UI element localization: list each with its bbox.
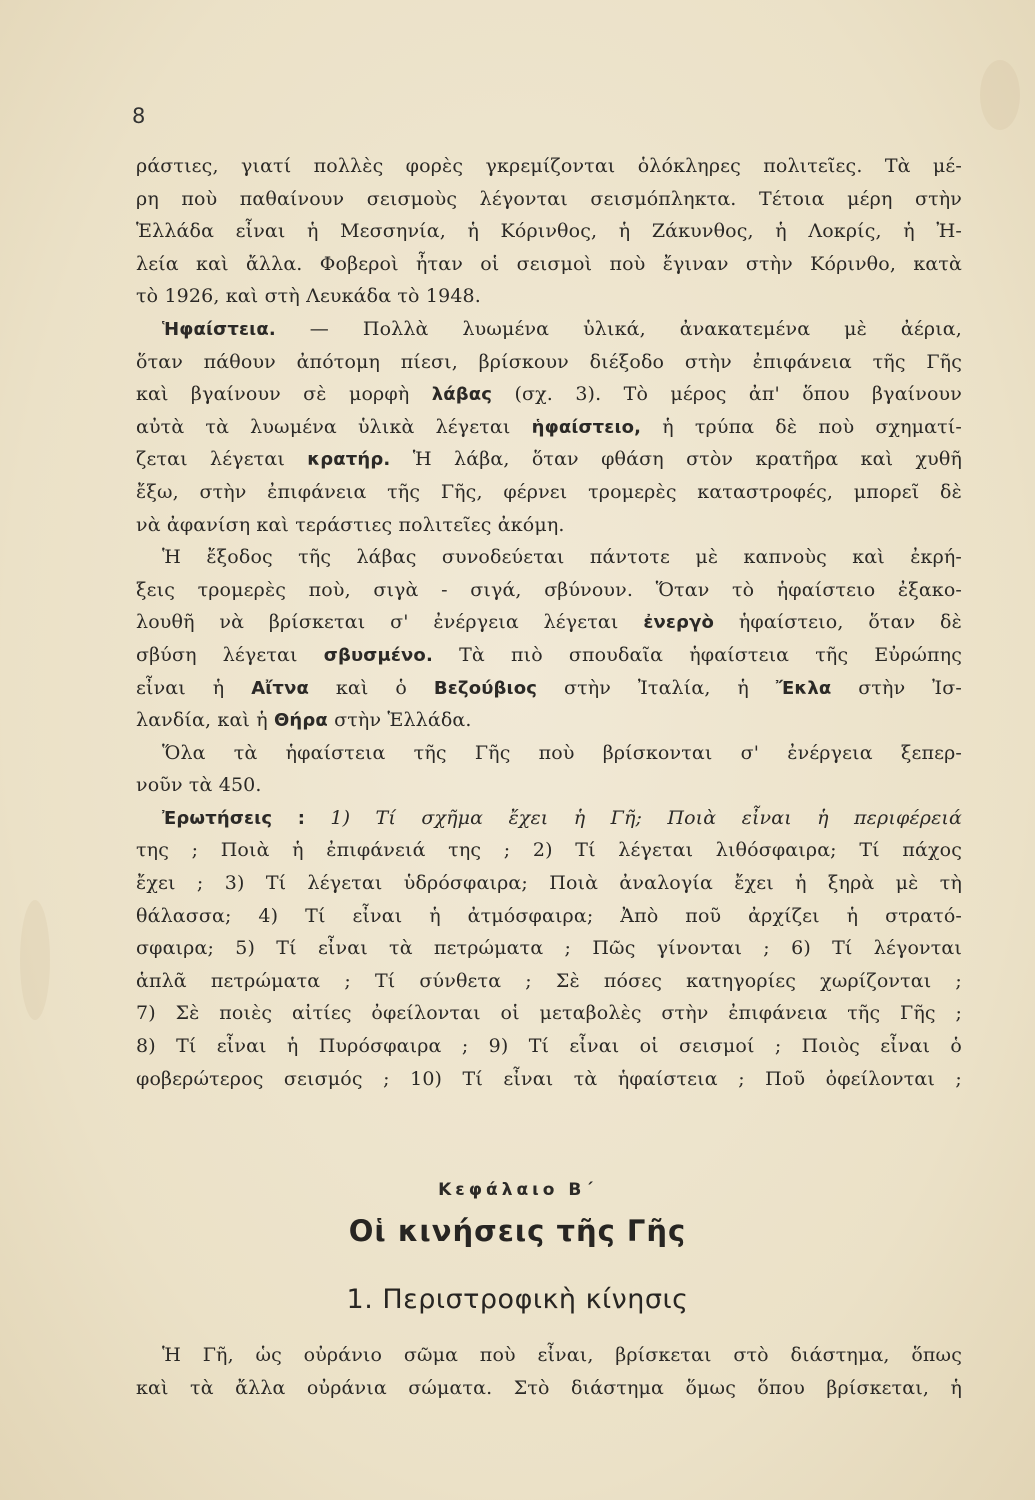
text-line: Ἡ Γῆ, ὡς οὐράνιο σῶμα ποὺ εἶναι, βρίσκεται στὸ διάστημα, ὅπως <box>162 1344 962 1366</box>
question-line: 8) Τί εἶναι ἡ Πυρόσφαιρα ; 9) Τί εἶναι οἱ σεισμοί ; Ποιὸς εἶναι ὁ <box>136 1035 962 1058</box>
text-line: ὅταν πάθουν ἀπότομη πίεσι, βρίσκουν διέξοδο στὴν ἐπιφάνεια τῆς Γῆς <box>136 350 962 373</box>
text-line: λεία καὶ ἄλλα. Φοβεροὶ ἦταν οἱ σεισμοὶ ποὺ ἔγιναν στὴν Κόρινθο, κατὰ <box>136 252 962 275</box>
extinct-volcano-line <box>136 639 962 672</box>
vesuvius-term: Βεζούβιος <box>433 677 538 699</box>
text-fragment: λανδία, καὶ ἡ <box>136 709 268 732</box>
text-line: ρη ποὺ παθαίνουν σεισμοὺς λέγονται σεισμόπληκτα. Τέτοια μέρη στὴν <box>136 187 962 210</box>
extinct-term: σβυσμένο. <box>323 644 433 666</box>
text-fragment: ἡ τρύπα δὲ ποὺ σχηματί- <box>662 415 962 438</box>
thera-term: Θήρα <box>273 710 328 732</box>
hekla-term: Ἔκλα <box>775 677 832 699</box>
section-text <box>136 1339 962 1404</box>
text-fragment: Ἡ λάβα, ὅταν φθάση στὸν κρατῆρα καὶ χυθῆ <box>412 448 962 471</box>
volcano-heading: Ἡφαίστεια. <box>162 318 276 340</box>
questions-heading: Ἐρωτήσεις : <box>162 807 306 829</box>
lava-term: λάβας <box>431 384 493 406</box>
chapter-title: Οἱ κινήσεις τῆς Γῆς <box>348 1214 687 1248</box>
active-volcano-line <box>136 606 962 639</box>
thera-line <box>136 704 962 737</box>
text-line: νὰ ἀφανίση καὶ τεράστιες πολιτεῖες ἀκόμη. <box>136 513 565 536</box>
body-text <box>136 150 962 1095</box>
paper-stain <box>980 60 1020 130</box>
lava-line <box>136 378 962 411</box>
text-line: καὶ τὰ ἄλλα οὐράνια σώματα. Στὸ διάστημα ὅμως ὅπου βρίσκεται, ἡ <box>136 1376 962 1399</box>
chapter-label: Κεφάλαιο Β΄ <box>438 1180 597 1200</box>
paper-stain <box>20 900 50 1020</box>
text-line: Ἑλλάδα εἶναι ἡ Μεσσηνία, ἡ Κόρινθος, ἡ Ζάκυνθος, ἡ Λοκρίς, ἡ Ἠ- <box>136 220 962 243</box>
page-number: 8 <box>132 104 146 128</box>
text-fragment: (σχ. 3). Τὸ μέρος ἀπ' ὅπου βγαίνουν <box>514 383 962 406</box>
question-line: 7) Σὲ ποιὲς αἰτίες ὀφείλονται οἱ μεταβολὲς στὴν ἐπιφάνεια τῆς Γῆς ; <box>136 1002 962 1025</box>
text-fragment: ἡφαίστειο, ὅταν δὲ <box>738 611 962 634</box>
text-fragment: σβύση λέγεται <box>136 643 298 666</box>
text-fragment: αὐτὰ τὰ λυωμένα ὑλικὰ λέγεται <box>136 415 511 438</box>
volcano-paragraph-line <box>136 313 962 346</box>
active-term: ἐνεργὸ <box>643 612 715 634</box>
text-fragment: Τὰ πιὸ σπουδαῖα ἡφαίστεια τῆς Εὐρώπης <box>459 643 963 666</box>
question-line: ἁπλᾶ πετρώματα ; Τί σύνθετα ; Σὲ πόσες κατηγορίες χωρίζονται ; <box>136 969 962 992</box>
crater-line <box>136 443 962 476</box>
question-line: θάλασσα; 4) Τί εἶναι ἡ ἀτμόσφαιρα; Ἀπὸ ποῦ ἀρχίζει ἡ στρατό- <box>136 904 962 927</box>
volcano-examples-line <box>136 672 962 705</box>
question-text: 1) Τί σχῆμα ἔχει ἡ Γῆ; Ποιὰ εἶναι ἡ περιφέρειά <box>330 806 962 829</box>
question-line: της ; Ποιὰ ἡ ἐπιφάνειά της ; 2) Τί λέγεται λιθόσφαιρα; Τί πάχος <box>136 839 962 862</box>
questions-line <box>136 802 962 835</box>
crater-term: κρατήρ. <box>307 449 391 471</box>
etna-term: Αἴτνα <box>251 677 309 699</box>
text-line: τὸ 1926, καὶ στὴ Λευκάδα τὸ 1948. <box>136 285 481 308</box>
text-line: Ὅλα τὰ ἡφαίστεια τῆς Γῆς ποὺ βρίσκονται σ' ἐνέργεια ξεπερ- <box>162 741 962 764</box>
text-line: ράστιες, γιατί πολλὲς φορὲς γκρεμίζονται ὁλόκληρες πολιτεῖες. Τὰ μέ- <box>136 155 962 177</box>
volcano-term: ἡφαίστειο, <box>531 416 642 438</box>
text-line: ξεις τρομερὲς ποὺ, σιγὰ - σιγά, σβύνουν. Ὅταν τὸ ἡφαίστειο ἐξακο- <box>136 578 962 601</box>
question-line: φοβερώτερος σεισμός ; 10) Τί εἶναι τὰ ἡφαίστεια ; Ποῦ ὀφείλονται ; <box>136 1067 962 1090</box>
text-fragment: — Πολλὰ λυωμένα ὑλικά, ἀνακατεμένα μὲ ἀέρια, <box>309 317 962 340</box>
text-fragment: στὴν Ἰταλία, ἡ <box>563 676 749 699</box>
text-fragment: καὶ βγαίνουν σὲ μορφὴ <box>136 383 410 406</box>
question-line: ἔχει ; 3) Τί λέγεται ὑδρόσφαιρα; Ποιὰ ἀναλογία ἔχει ἡ ξηρὰ μὲ τὴ <box>136 872 962 895</box>
text-fragment: εἶναι ἡ <box>136 676 225 699</box>
text-fragment: στὴν Ἰσ- <box>858 676 962 699</box>
text-fragment: λουθῆ νὰ βρίσκεται σ' ἐνέργεια λέγεται <box>136 611 619 634</box>
text-line: ἔξω, στὴν ἐπιφάνεια τῆς Γῆς, φέρνει τρομερὲς καταστροφές, μπορεῖ δὲ <box>136 480 962 503</box>
text-line: Ἡ ἔξοδος τῆς λάβας συνοδεύεται πάντοτε μὲ καπνοὺς καὶ ἐκρή- <box>162 546 962 569</box>
volcano-definition-line <box>136 411 962 444</box>
text-fragment: καὶ ὁ <box>335 676 407 699</box>
question-line: σφαιρα; 5) Τί εἶναι τὰ πετρώματα ; Πῶς γίνονται ; 6) Τί λέγονται <box>136 937 962 960</box>
text-fragment: στὴν Ἑλλάδα. <box>334 709 472 732</box>
section-title: 1. Περιστροφικὴ κίνησις <box>346 1284 689 1315</box>
text-fragment: ζεται λέγεται <box>136 448 285 471</box>
text-line: νοῦν τὰ 450. <box>136 774 262 797</box>
